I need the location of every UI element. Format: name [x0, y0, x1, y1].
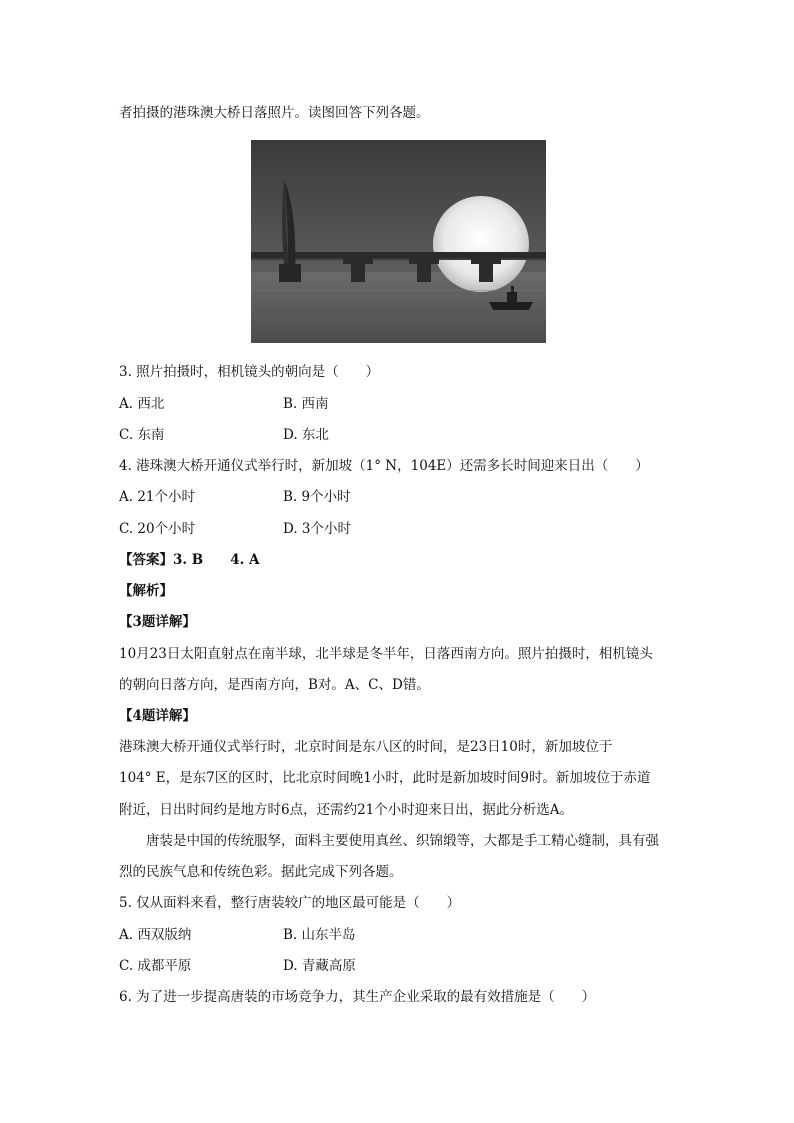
detail3-line-2: 的朝向日落方向，是西南方向，B对。A、C、D错。 [119, 677, 430, 693]
q5-option-c: C. 成都平原 [119, 958, 192, 974]
q5-option-d: D. 青藏高原 [283, 958, 356, 974]
bridge-sunset-photo [251, 140, 546, 343]
detail4-line-3: 附近，日出时间约是地方时6点，还需约21个小时迎来日出，据此分析选A。 [119, 802, 574, 818]
q3-option-d: D. 东北 [283, 427, 329, 443]
analysis-label: 【解析】 [119, 583, 173, 599]
detail4-line-1: 港珠澳大桥开通仪式举行时，北京时间是东八区的时间，是23日10时，新加坡位于 [119, 739, 613, 755]
q4-option-c: C. 20个小时 [119, 521, 196, 537]
passage-line-1: 唐装是中国的传统服孥，面料主要使用真丝、织锦缎等，大都是手工精心缝制，具有强 [119, 833, 659, 849]
detail3-label: 【3题详解】 [119, 614, 196, 630]
q3-option-b: B. 西南 [283, 396, 329, 412]
detail3-line-1: 10月23日太阳直射点在南半球，北半球是冬半年，日落西南方向。照片拍摄时，相机镜头 [119, 646, 653, 662]
answer-line: 【答案】3. B 4. A [119, 552, 260, 568]
detail4-label: 【4题详解】 [119, 708, 196, 724]
q3-stem: 3. 照片拍摄时，相机镜头的朝向是（ ） [119, 364, 380, 380]
q6-stem: 6. 为了进一步提高唐装的市场竞争力，其生产企业采取的最有效措施是（ ） [119, 989, 596, 1005]
detail4-line-2: 104° E，是东7区的区时，比北京时间晚1小时，此时是新加坡时间9时。新加坡位于赤道 [119, 770, 651, 786]
q5-option-b: B. 山东半岛 [283, 927, 356, 943]
q5-stem: 5. 仅从面料来看，整行唐装较广的地区最可能是（ ） [119, 895, 461, 911]
q5-option-a: A. 西双版纳 [119, 927, 192, 943]
photo-illustration [251, 140, 546, 343]
q4-option-b: B. 9个小时 [283, 489, 351, 505]
q3-option-a: A. 西北 [119, 396, 165, 412]
q4-stem: 4. 港珠澳大桥开通仪式举行时，新加坡（1° N，104E）还需多长时间迎来日出（ ） [119, 458, 649, 474]
q4-option-d: D. 3个小时 [283, 521, 352, 537]
q3-option-c: C. 东南 [119, 427, 165, 443]
passage-line-2: 烈的民族气息和传统色彩。据此完成下列各题。 [119, 864, 403, 880]
intro-text: 者拍摄的港珠澳大桥日落照片。读图回答下列各题。 [119, 105, 430, 121]
q4-option-a: A. 21个小时 [119, 489, 196, 505]
